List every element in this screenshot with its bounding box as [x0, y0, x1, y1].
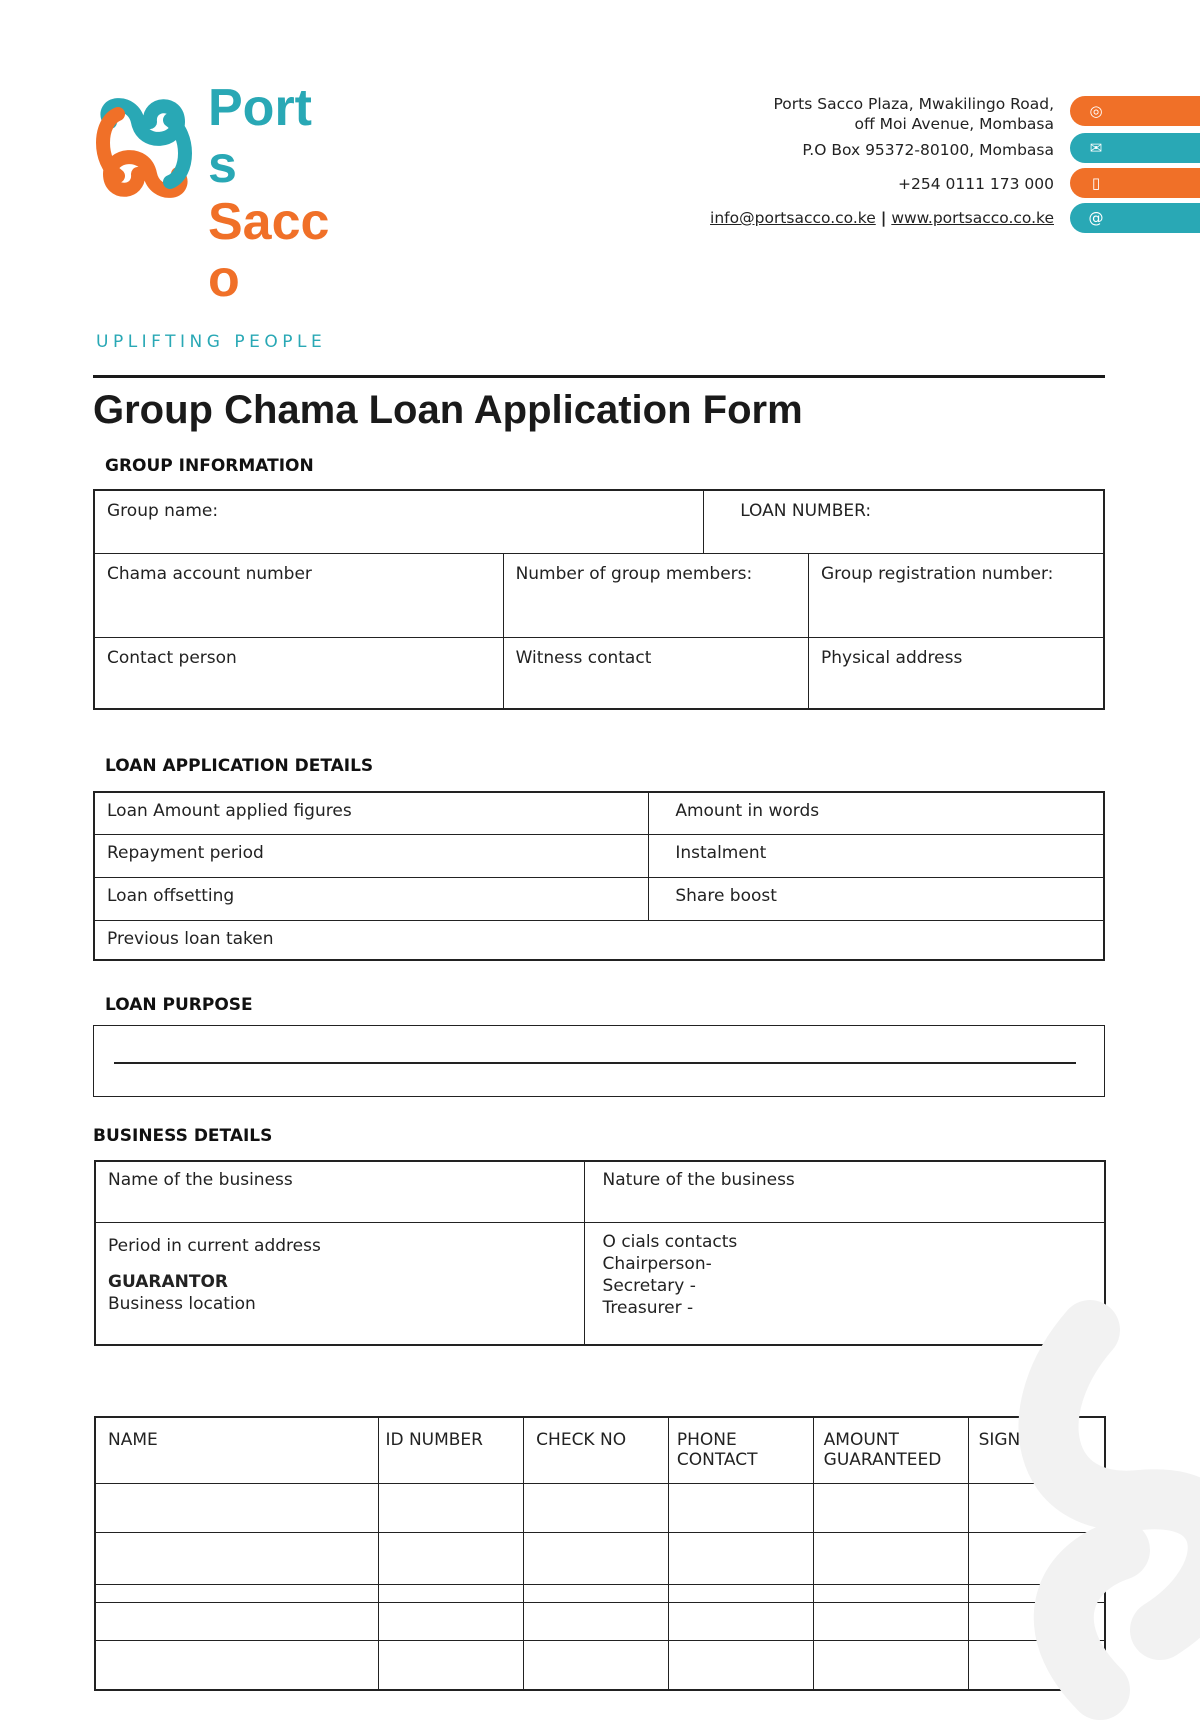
- table-cell[interactable]: [95, 1640, 379, 1690]
- loan-purpose-line: [114, 1062, 1076, 1064]
- table-cell[interactable]: [813, 1532, 968, 1584]
- table-cell[interactable]: [813, 1602, 968, 1640]
- chama-account-field[interactable]: Chama account number: [94, 553, 503, 637]
- table-cell[interactable]: [95, 1602, 379, 1640]
- tagline: UPLIFTING PEOPLE: [96, 332, 327, 352]
- col-header-name: NAME: [95, 1417, 379, 1483]
- instalment-field[interactable]: Instalment: [649, 834, 1104, 877]
- table-cell[interactable]: [668, 1483, 813, 1532]
- col-header-amount-guaranteed: AMOUNT GUARANTEED: [813, 1417, 968, 1483]
- business-name-field[interactable]: Name of the business: [95, 1161, 584, 1222]
- witness-contact-field[interactable]: Witness contact: [503, 637, 808, 709]
- location-tab: [1070, 96, 1200, 126]
- logo-watermark-icon: [1000, 1250, 1200, 1730]
- logo-word-o: o: [208, 250, 240, 308]
- section-heading-group-info: GROUP INFORMATION: [105, 456, 314, 476]
- treasurer-field[interactable]: Treasurer -: [602, 1297, 694, 1318]
- table-cell[interactable]: [668, 1532, 813, 1584]
- col-header-signature: SIGNATURE: [968, 1417, 1105, 1483]
- table-row: [95, 1483, 1105, 1532]
- table-row: [95, 1532, 1105, 1584]
- officials-label: O cials contacts: [602, 1231, 738, 1252]
- table-cell[interactable]: [379, 1584, 524, 1602]
- members-field[interactable]: Number of group members:: [503, 553, 808, 637]
- col-header-id-number: ID NUMBER: [379, 1417, 524, 1483]
- previous-loan-field[interactable]: Previous loan taken: [94, 920, 1104, 960]
- table-row: [95, 1602, 1105, 1640]
- table-row: [95, 1640, 1105, 1690]
- amount-figures-field[interactable]: Loan Amount applied figures: [94, 792, 649, 834]
- logo-wordmark: [208, 80, 348, 308]
- phone-number: +254 0111 173 000: [898, 175, 1054, 193]
- loan-details-table: [93, 791, 1105, 961]
- table-cell[interactable]: [524, 1483, 669, 1532]
- phone-tab: [1070, 168, 1200, 198]
- group-name-field[interactable]: Group name:: [94, 490, 704, 553]
- registration-field[interactable]: Group registration number:: [808, 553, 1104, 637]
- mail-tab: [1070, 133, 1200, 163]
- guarantors-table: [94, 1416, 1106, 1691]
- table-cell[interactable]: [668, 1602, 813, 1640]
- loan-offsetting-field[interactable]: Loan offsetting: [94, 877, 649, 920]
- table-cell[interactable]: [379, 1483, 524, 1532]
- amount-words-field[interactable]: Amount in words: [649, 792, 1104, 834]
- contact-person-field[interactable]: Contact person: [94, 637, 503, 709]
- table-cell[interactable]: [95, 1584, 379, 1602]
- business-nature-field[interactable]: Nature of the business: [584, 1161, 1105, 1222]
- contact-links: [710, 208, 1054, 228]
- table-cell[interactable]: [524, 1584, 669, 1602]
- header-divider: [93, 375, 1105, 378]
- link-separator: |: [880, 209, 887, 227]
- col-header-phone-contact: PHONE CONTACT: [668, 1417, 813, 1483]
- table-row: [95, 1584, 1105, 1602]
- contact-block: [710, 94, 1054, 228]
- table-cell[interactable]: [95, 1532, 379, 1584]
- col-header-check-no: CHECK NO: [524, 1417, 669, 1483]
- email-link[interactable]: info@portsacco.co.ke: [710, 209, 876, 227]
- logo-word-port: Port: [208, 79, 312, 137]
- loan-number-field[interactable]: LOAN NUMBER:: [704, 490, 1104, 553]
- share-boost-field[interactable]: Share boost: [649, 877, 1104, 920]
- page-title: Group Chama Loan Application Form: [93, 388, 803, 432]
- table-cell[interactable]: [524, 1640, 669, 1690]
- guarantor-heading: GUARANTOR: [108, 1271, 229, 1292]
- secretary-field[interactable]: Secretary -: [602, 1275, 696, 1296]
- table-cell[interactable]: [379, 1602, 524, 1640]
- table-cell[interactable]: [813, 1640, 968, 1690]
- table-cell[interactable]: [524, 1602, 669, 1640]
- loan-purpose-box[interactable]: [93, 1025, 1105, 1097]
- mail-icon: ✉: [1089, 139, 1103, 157]
- location-icon: ◎: [1089, 102, 1103, 120]
- business-details-table: [94, 1160, 1106, 1346]
- repayment-period-field[interactable]: Repayment period: [94, 834, 649, 877]
- section-heading-loan-details: LOAN APPLICATION DETAILS: [105, 756, 374, 776]
- group-info-table: [93, 489, 1105, 710]
- table-cell[interactable]: [668, 1584, 813, 1602]
- section-heading-business-details: BUSINESS DETAILS: [93, 1126, 273, 1146]
- guarantors-header-row: [95, 1417, 1105, 1483]
- table-cell[interactable]: [813, 1584, 968, 1602]
- physical-address-field[interactable]: Physical address: [808, 637, 1104, 709]
- logo-word-sacc: Sacc: [208, 193, 330, 251]
- table-cell[interactable]: [379, 1640, 524, 1690]
- section-heading-loan-purpose: LOAN PURPOSE: [105, 995, 253, 1015]
- period-field[interactable]: Period in current address: [108, 1235, 321, 1256]
- chairperson-field[interactable]: Chairperson-: [602, 1253, 712, 1274]
- table-cell[interactable]: [813, 1483, 968, 1532]
- at-tab: [1070, 203, 1200, 233]
- at-icon: @: [1088, 209, 1104, 227]
- address-line-1: Ports Sacco Plaza, Mwakilingo Road,: [773, 95, 1054, 113]
- ports-sacco-logo-icon: [88, 92, 200, 204]
- po-box: P.O Box 95372-80100, Mombasa: [802, 141, 1054, 159]
- website-link[interactable]: www.portsacco.co.ke: [891, 209, 1054, 227]
- period-cell: [95, 1222, 584, 1345]
- table-cell[interactable]: [668, 1640, 813, 1690]
- logo-word-s: s: [208, 136, 237, 194]
- business-location-field[interactable]: Business location: [108, 1293, 256, 1314]
- address-line-2: off Moi Avenue, Mombasa: [854, 115, 1054, 133]
- phone-icon: ▯: [1091, 174, 1101, 192]
- table-cell[interactable]: [379, 1532, 524, 1584]
- table-cell[interactable]: [524, 1532, 669, 1584]
- table-cell[interactable]: [95, 1483, 379, 1532]
